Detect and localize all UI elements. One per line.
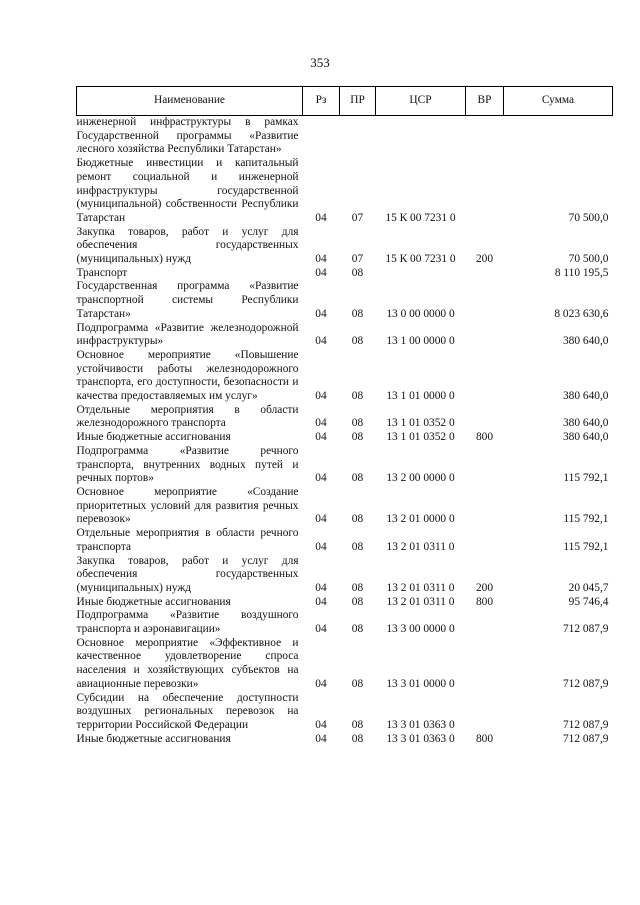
cell-pr: 07 — [351, 253, 364, 266]
cell-rz: 04 — [315, 253, 327, 266]
cell-name: Подпрограмма «Развитие железнодорожной инфраструктуры» — [76, 321, 299, 348]
cell-pr: 08 — [351, 540, 364, 553]
cell-rz: 04 — [315, 211, 327, 224]
table-row — [77, 692, 613, 733]
table-header — [77, 87, 613, 116]
table-row — [77, 280, 613, 321]
cell-csr: 13 2 01 0311 0 — [386, 540, 455, 553]
cell-rz: 04 — [315, 472, 327, 485]
table-row — [77, 445, 613, 486]
cell-vr — [466, 280, 504, 321]
cell-name: Основное мероприятие «Эффективное и качественное удовлетворение спроса населения и хозяйствующих субъектов на авиационные перевозки» — [76, 636, 299, 690]
cell-name: Иные бюджетные ассигнования — [76, 431, 231, 444]
cell-name: инженерной инфраструктуры в рамках Государственной программы «Развитие лесного хозяйства Республики Татарстан» — [76, 116, 299, 156]
cell-pr: 08 — [351, 307, 364, 320]
cell-rz — [303, 116, 340, 158]
cell-sum: 70 500,0 — [568, 211, 609, 224]
cell-rz: 04 — [315, 431, 327, 444]
cell-sum: 115 792,1 — [563, 513, 609, 526]
cell-vr: 800 — [475, 595, 494, 608]
cell-pr: 08 — [351, 417, 364, 430]
cell-vr: 800 — [475, 732, 494, 745]
cell-name: Основное мероприятие «Создание приоритетных условий для развития речных перевозок» — [76, 485, 299, 526]
cell-sum: 380 640,0 — [562, 431, 609, 444]
cell-csr: 15 К 00 7231 0 — [385, 211, 456, 224]
cell-csr: 13 1 01 0000 0 — [386, 390, 455, 403]
cell-name: Транспорт — [76, 266, 128, 279]
cell-csr: 13 3 01 0363 0 — [386, 732, 455, 745]
table-row — [77, 609, 613, 636]
cell-rz: 04 — [315, 623, 327, 636]
cell-vr — [466, 637, 504, 692]
cell-csr: 13 2 01 0311 0 — [386, 595, 455, 608]
cell-csr: 13 3 01 0000 0 — [386, 677, 455, 690]
header-csr: ЦСР — [376, 87, 466, 116]
cell-pr: 08 — [351, 472, 364, 485]
table-row — [77, 116, 613, 158]
table-row — [77, 349, 613, 404]
cell-name: Закупка товаров, работ и услуг для обеспечения государственных (муниципальных) нужд — [76, 225, 299, 266]
cell-csr: 13 2 00 0000 0 — [386, 472, 455, 485]
cell-pr: 08 — [351, 732, 364, 745]
cell-vr — [466, 116, 504, 158]
table-row — [77, 226, 613, 267]
budget-table — [76, 86, 613, 746]
cell-name: Подпрограмма «Развитие речного транспорта, внутренних водных путей и речных портов» — [76, 444, 299, 485]
cell-pr: 07 — [351, 211, 364, 224]
cell-name: Отдельные мероприятия в области железнодорожного транспорта — [76, 403, 299, 430]
cell-name: Бюджетные инвестиции и капитальный ремонт социальной и инженерной инфраструктуры государственной (муниципальной) собственности Республики Татарстан — [76, 157, 299, 224]
table-row — [77, 596, 613, 610]
cell-rz: 04 — [315, 732, 327, 745]
cell-sum: 712 087,9 — [562, 677, 609, 690]
cell-pr: 08 — [351, 718, 364, 731]
header-pr: ПР — [340, 87, 376, 116]
cell-vr — [466, 267, 504, 281]
cell-rz: 04 — [315, 595, 327, 608]
table-row — [77, 431, 613, 445]
cell-vr — [466, 322, 504, 349]
cell-name: Подпрограмма «Развитие воздушного транспорта и аэронавигации» — [76, 609, 299, 636]
cell-pr: 08 — [351, 266, 364, 279]
cell-pr — [340, 116, 376, 158]
cell-rz: 04 — [315, 581, 327, 594]
cell-vr: 200 — [475, 253, 494, 266]
cell-vr — [466, 527, 504, 554]
cell-sum — [504, 116, 613, 158]
table-row — [77, 637, 613, 692]
cell-vr — [466, 349, 504, 404]
cell-csr: 15 К 00 7231 0 — [385, 253, 456, 266]
cell-sum: 95 746,4 — [568, 595, 609, 608]
cell-vr — [466, 609, 504, 636]
cell-vr: 800 — [475, 431, 494, 444]
cell-vr — [466, 692, 504, 733]
cell-pr: 08 — [351, 335, 364, 348]
table-row — [77, 322, 613, 349]
cell-csr: 13 2 01 0311 0 — [386, 581, 455, 594]
cell-name: Иные бюджетные ассигнования — [76, 595, 231, 608]
cell-sum: 20 045,7 — [568, 581, 609, 594]
cell-vr — [466, 445, 504, 486]
cell-sum: 712 087,9 — [562, 718, 609, 731]
cell-pr: 08 — [351, 595, 364, 608]
cell-vr — [466, 486, 504, 527]
cell-sum: 380 640,0 — [562, 390, 609, 403]
header-name: Наименование — [77, 87, 303, 116]
cell-csr: 13 1 00 0000 0 — [386, 335, 455, 348]
cell-sum: 8 110 195,5 — [554, 266, 609, 279]
cell-sum: 380 640,0 — [562, 417, 609, 430]
cell-pr: 08 — [351, 677, 364, 690]
cell-pr: 08 — [351, 513, 364, 526]
table-row — [77, 267, 613, 281]
cell-sum: 380 640,0 — [562, 335, 609, 348]
cell-sum: 70 500,0 — [568, 253, 609, 266]
cell-rz: 04 — [315, 677, 327, 690]
cell-name: Субсидии на обеспечение доступности воздушных региональных перевозок на территории Российской Федерации — [76, 691, 299, 731]
cell-name: Иные бюджетные ассигнования — [76, 732, 231, 745]
cell-csr: 13 2 01 0000 0 — [386, 513, 455, 526]
cell-csr: 13 0 00 0000 0 — [386, 307, 455, 320]
cell-sum: 115 792,1 — [563, 540, 609, 553]
cell-csr: 13 3 01 0363 0 — [386, 718, 455, 731]
header-sum: Сумма — [504, 87, 613, 116]
cell-rz: 04 — [315, 390, 327, 403]
table-row — [77, 404, 613, 431]
cell-vr — [466, 404, 504, 431]
page-number: 353 — [310, 55, 330, 70]
cell-vr: 200 — [475, 581, 494, 594]
cell-name: Закупка товаров, работ и услуг для обеспечения государственных (муниципальных) нужд — [76, 554, 299, 594]
cell-rz: 04 — [315, 307, 327, 320]
cell-sum: 115 792,1 — [563, 472, 609, 485]
header-vr: ВР — [466, 87, 504, 116]
table-body — [77, 116, 613, 747]
cell-name: Отдельные мероприятия в области речного транспорта — [76, 527, 299, 553]
cell-sum: 712 087,9 — [562, 623, 609, 636]
table-row — [77, 486, 613, 527]
cell-csr: 13 3 00 0000 0 — [386, 623, 455, 636]
cell-csr: 13 1 01 0352 0 — [386, 417, 455, 430]
cell-rz: 04 — [315, 718, 327, 731]
cell-rz: 04 — [315, 266, 327, 279]
cell-csr: 13 1 01 0352 0 — [386, 431, 455, 444]
cell-sum: 8 023 630,6 — [554, 307, 609, 320]
cell-pr: 08 — [351, 623, 364, 636]
cell-pr: 08 — [351, 431, 364, 444]
table-row — [77, 733, 613, 747]
cell-pr: 08 — [351, 390, 364, 403]
cell-pr: 08 — [351, 581, 364, 594]
table-row — [77, 157, 613, 226]
cell-rz: 04 — [315, 335, 327, 348]
table-row — [77, 555, 613, 596]
cell-name: Государственная программа «Развитие транспортной системы Республики Татарстан» — [76, 280, 299, 320]
cell-name: Основное мероприятие «Повышение устойчивости работы железнодорожного транспорта, его доступности, безопасности и качества предоставляемых им услуг» — [76, 348, 299, 403]
cell-rz: 04 — [315, 417, 327, 430]
cell-csr — [376, 267, 466, 281]
cell-csr — [376, 116, 466, 158]
cell-vr — [466, 157, 504, 226]
table-row — [77, 527, 613, 554]
cell-rz: 04 — [315, 513, 327, 526]
cell-rz: 04 — [315, 540, 327, 553]
header-rz: Рз — [303, 87, 340, 116]
cell-sum: 712 087,9 — [562, 732, 609, 745]
